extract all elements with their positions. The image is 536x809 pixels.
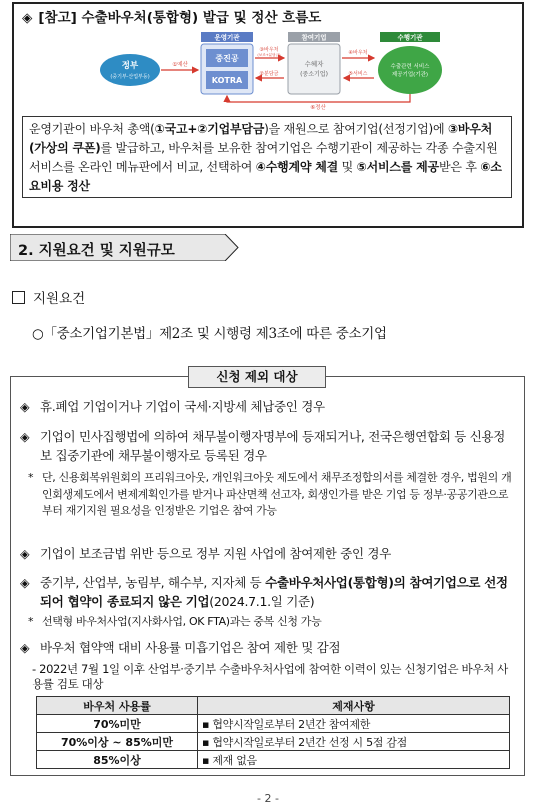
description-segment: ③바우처(가상의 쿠폰)	[29, 122, 493, 155]
sme-requirement: ○「중소기업기본법」제2조 및 시행령 제3조에 따른 중소기업	[32, 326, 387, 342]
exclusion-item-text: 기업이 보조금법 위반 등으로 정부 지원 사업에 참여제한 중인 경우	[40, 546, 391, 561]
section-title: 2. 지원요건 및 지원규모	[18, 243, 175, 259]
exclusion-item	[20, 397, 516, 416]
usage-rate-table	[36, 696, 510, 769]
exclusion-item	[20, 573, 516, 611]
svg-text:③바우처: ③바우처	[259, 47, 279, 53]
diamond-bullet-icon: ◈	[20, 399, 30, 414]
table-row	[37, 715, 510, 733]
operator-2-label: KOTRA	[211, 76, 243, 85]
svg-text:(중소기업): (중소기업)	[300, 71, 328, 78]
bullet-icon: ▪	[202, 753, 210, 767]
diamond-bullet-icon: ◈	[20, 575, 30, 590]
table-header-row	[37, 697, 510, 715]
table-cell-rate: 70%이상 ~ 85%미만	[37, 733, 198, 751]
svg-text:②분담금: ②분담금	[259, 71, 279, 77]
svg-text:수행기관: 수행기관	[397, 33, 423, 42]
asterisk-icon: *	[28, 615, 34, 628]
description-segment: ⑤서비스를 제공	[356, 160, 439, 174]
operator-1-label: 중진공	[215, 54, 239, 63]
exclusion-note: * 단, 신용회복위원회의 프리워크아웃, 개인워크아웃 제도에서 채무조정합의서를 체결한 경우, 법원의 개인회생제도에서 변제계획인가를 받거나 파산면책 선고자, 회생인가를 받은 기업 등 정부·공공기관으로부터 재기지원 필요성을 인정받은 기업은 참여 가능	[28, 471, 512, 517]
reference-title-text: [참고] 수출바우처(통합형) 발급 및 정산 흐름도	[38, 10, 322, 26]
table-cell-rate: 70%미만	[37, 715, 198, 733]
svg-text:(보조+분담금): (보조+분담금)	[257, 53, 281, 57]
table-row	[37, 751, 510, 769]
diamond-bullet-icon: ◈	[20, 640, 30, 655]
settle-label: ⑥정산	[310, 105, 326, 110]
description-segment: 받은 후	[438, 160, 481, 174]
diamond-bullet-icon: ◈	[20, 429, 30, 444]
exclusion-item-text: 기업이 민사집행법에 의하여 채무불이행자명부에 등재되거나, 전국은행연합회 등 신용정보 집중기관에 채무불이행자로 등록된 경우	[40, 429, 506, 463]
description-segment: 운영기관이 바우처 총액(	[29, 122, 155, 136]
description-segment: )을 재원으로 참여기업(선정기업)에	[264, 122, 448, 136]
exclusion-item-text: 휴.폐업 기업이거나 기업이 국세·지방세 체납중인 경우	[40, 399, 325, 414]
exclusion-item-text: (2024.7.1.일 기준)	[209, 594, 315, 609]
svg-text:참여기업: 참여기업	[301, 33, 327, 42]
diamond-bullet-icon: ◈	[20, 546, 30, 561]
provider-node	[378, 46, 442, 94]
reference-title	[22, 6, 321, 26]
exclusion-item-text: 중기부, 산업부, 농림부, 해수부, 지자체 등	[40, 575, 266, 590]
government-label: 정부	[121, 61, 139, 71]
svg-text:운영기관: 운영기관	[214, 33, 240, 42]
table-row	[37, 733, 510, 751]
exclusion-tab: 신청 제외 대상	[188, 366, 326, 388]
bullet-icon: ▪	[202, 735, 210, 749]
government-sublabel: (중기부·산업부등)	[110, 74, 150, 80]
svg-text:⑤서비스: ⑤서비스	[348, 71, 368, 77]
checkbox-square-icon	[12, 291, 25, 304]
budget-label: ①예산	[172, 62, 188, 68]
table-cell-rate: 85%이상	[37, 751, 198, 769]
bullet-icon: ▪	[202, 717, 210, 731]
participant-node	[288, 44, 340, 94]
exclusion-item	[20, 427, 516, 465]
exclusion-item	[20, 544, 516, 563]
page-number: - 2 -	[257, 792, 279, 805]
description-segment: ①국고+②기업부담금	[154, 122, 265, 136]
table-cell-sanction: ▪ 협약시작일로부터 2년간 선정 시 5점 감점	[198, 733, 510, 751]
diamond-marker-icon: ◈	[22, 10, 33, 26]
description-segment: 및	[338, 160, 357, 174]
requirements-heading: 지원요건	[12, 287, 85, 307]
description-segment: ⑥소요비용 정산	[29, 160, 502, 193]
exclusion-item-text: 수출바우처사업(통합형)의 참여기업으로 선정되어 협약이 종료되지 않은 기업	[40, 575, 508, 609]
table-cell-sanction: ▪ 협약시작일로부터 2년간 참여제한	[198, 715, 510, 733]
table-header: 바우처 사용률	[37, 697, 198, 715]
description-segment: 를 발급하고, 바우처를 보유한 참여기업은 수행기관이 제공하는 각종 수출지원 서비스를 온라인 메뉴판에서 비교, 선택하여	[29, 141, 498, 174]
exclusion-item-text: 바우처 협약액 대비 사용률 미흡기업은 참여 제한 및 감점	[40, 640, 341, 655]
exclusion-note: * 선택형 바우처사업(지사화사업, OK FTA)과는 중복 신청 가능	[28, 614, 514, 631]
usage-rate-note: - 2022년 7월 1일 이후 산업부·중기부 수출바우처사업에 참여한 이력이 있는 신청기업은 바우처 사용률 검토 대상	[32, 662, 508, 691]
voucher-flow-diagram	[98, 28, 458, 110]
asterisk-icon: *	[28, 471, 34, 484]
description-segment: ④수행계약 체결	[255, 160, 339, 174]
svg-text:수혜자: 수혜자	[304, 60, 324, 68]
svg-text:제공기업(기관): 제공기업(기관)	[391, 72, 429, 78]
reference-description	[22, 116, 512, 198]
svg-text:④바우처: ④바우처	[348, 50, 368, 56]
table-header: 제재사항	[198, 697, 510, 715]
table-cell-sanction: ▪ 제재 없음	[198, 751, 510, 769]
svg-text:수출관련 서비스: 수출관련 서비스	[390, 64, 430, 70]
exclusion-item	[20, 638, 516, 657]
